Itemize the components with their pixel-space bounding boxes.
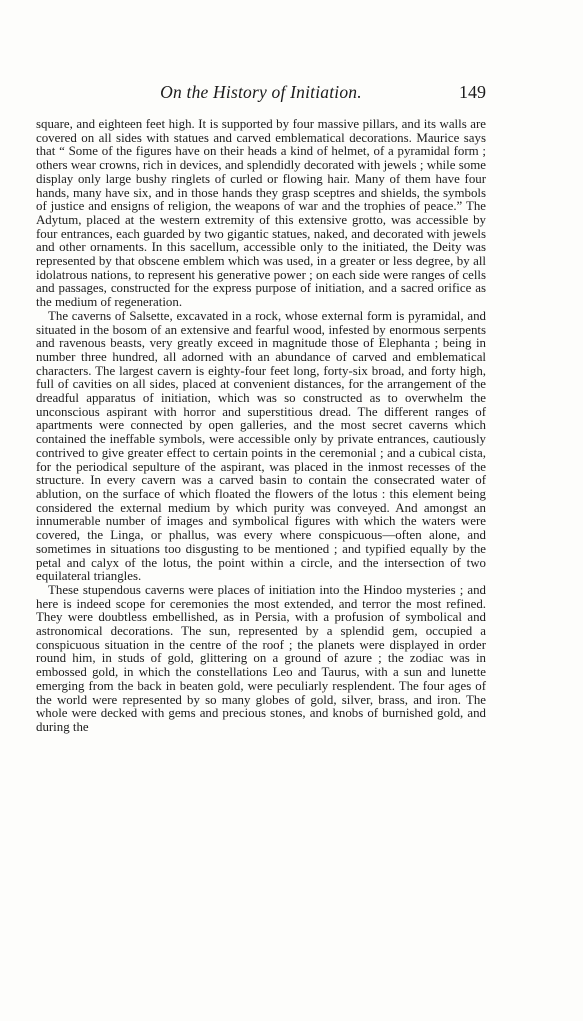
running-title: On the History of Initiation.: [160, 82, 362, 102]
paragraph-continued: square, and eighteen feet high. It is supported by four massive pillars, and its walls are covered on all sides with statues and carved emblematical decorations. Maurice says that “ Some of the figures have on their heads a kind of helmet, of a pyramidal form ; others wear crowns, rich in devices, and splendidly decorated with jewels ; while some display only large bushy ringlets of curled or flowing hair. Many of them have four hands, many have six, and in those hands they grasp sceptres and shields, the symbols of justice and ensigns of religion, the weapons of war and the trophies of peace.” The Adytum, placed at the western extremity of this extensive grotto, was accessible by four entrances, each guarded by two gigantic statues, naked, and decorated with jewels and other ornaments. In this sacellum, accessible only to the initiated, the Deity was represented by that obscene emblem which was used, in a greater or less degree, by all idolatrous nations, to represent his generative power ; on each side were ranges of cells and passages, constructed for the express purpose of initiation, and a sacred orifice as the medium of regeneration.: [36, 117, 486, 310]
running-head: [36, 82, 486, 106]
paragraph-salsette-caverns: The caverns of Salsette, excavated in a rock, whose external form is pyramidal, and situated in the bosom of an extensive and fearful wood, infested by enormous serpents and ravenous beasts, very greatly exceed in magnitude those of Elephanta ; being in number three hundred, all adorned with an abundance of carved and emblematical characters. The largest cavern is eighty-four feet long, forty-six broad, and forty high, full of cavities on all sides, placed at convenient distances, for the arrangement of the dreadful apparatus of initiation, which was so constructed as to overwhelm the unconscious aspirant with horror and superstitious dread. The different ranges of apartments were connected by open galleries, and the most secret caverns which contained the ineffable symbols, were accessible only by private entrances, cautiously contrived to give greater effect to certain points in the ceremonial ; and a cubical cista, for the periodical sepulture of the aspirant, was placed in the inmost recesses of the structure. In every cavern was a carved basin to contain the consecrated water of ablution, on the surface of which floated the flowers of the lotus : this element being considered the external medium by which purity was conveyed. And amongst an innumerable number of images and symbolical figures with which the waters were covered, the Linga, or phallus, was every where conspicuous—often alone, and sometimes in situations too disgusting to be mentioned ; and typified equally by the petal and calyx of the lotus, the point within a circle, and the intersection of two equilateral triangles.: [36, 308, 486, 584]
body-text: [36, 118, 486, 735]
page-number: 149: [459, 82, 486, 102]
paragraph-hindoo-mysteries: These stupendous caverns were places of initiation into the Hindoo mysteries ; and here is indeed scope for ceremonies the most extended, and terror the most refined. They were doubtless embellished, as in Persia, with a profusion of symbolical and astronomical decorations. The sun, represented by a splendid gem, occupied a conspicuous situation in the centre of the roof ; the planets were displayed in order round him, in studs of gold, glittering on a ground of azure ; the zodiac was in embossed gold, in which the constellations Leo and Taurus, with a sun and lunette emerging from the back in beaten gold, were peculiarly resplendent. The four ages of the world were represented by so many globes of gold, silver, brass, and iron. The whole were decked with gems and precious stones, and knobs of burnished gold, and during the: [36, 582, 486, 734]
